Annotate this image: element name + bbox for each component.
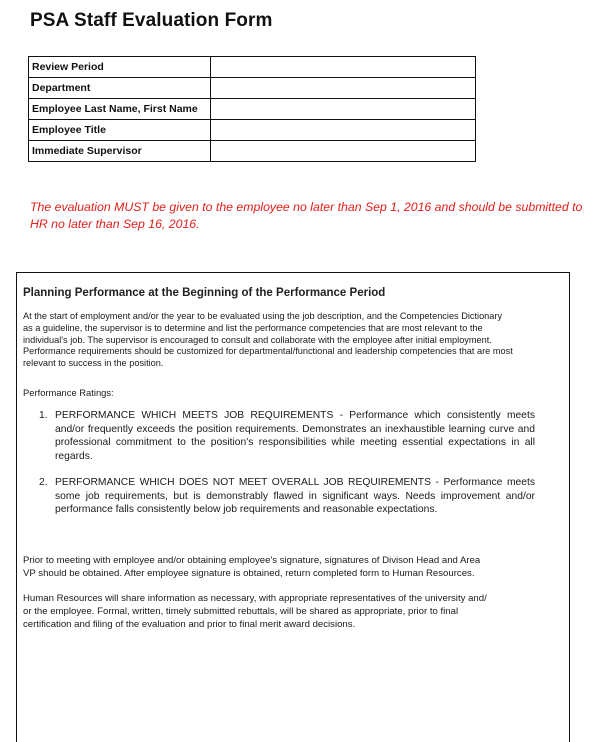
review-period-label: Review Period (29, 57, 211, 78)
rating-title: PERFORMANCE WHICH DOES NOT MEET OVERALL JOB REQUIREMENTS (55, 477, 431, 488)
hr-sharing-note (23, 592, 563, 631)
table-row (29, 141, 476, 162)
rating-text (55, 476, 535, 517)
employee-info-table (28, 56, 476, 162)
page-title: PSA Staff Evaluation Form (30, 10, 273, 31)
closing-line: VP should be obtained. After employee signature is obtained, return completed form to Human Resources. (23, 568, 475, 579)
closing-line: or the employee. Formal, written, timely submitted rebuttals, will be shared as appropriate, prior to final (23, 606, 459, 617)
table-row (29, 120, 476, 141)
planning-section (16, 272, 570, 742)
closing-line: Human Resources will share information as necessary, with appropriate representatives of the university and/ (23, 593, 487, 604)
employee-name-field[interactable] (211, 99, 476, 120)
rating-number: 2. (39, 477, 48, 488)
employee-title-label: Employee Title (29, 120, 211, 141)
department-label: Department (29, 78, 211, 99)
signature-instructions (23, 554, 563, 580)
rating-description: - Performance meets some job requirements, but is demonstrably flawed in significant ways. Needs improvement and/or performance falls consistently below job requirements and reasonable expectations. (55, 477, 535, 515)
rating-text (55, 409, 535, 463)
immediate-supervisor-field[interactable] (211, 141, 476, 162)
ratings-list (39, 409, 535, 517)
closing-line: certification and filing of the evaluation and prior to final merit award decisions. (23, 619, 356, 630)
rating-number: 1. (39, 410, 48, 421)
planning-intro (23, 311, 568, 370)
employee-title-field[interactable] (211, 120, 476, 141)
ratings-heading: Performance Ratings: (23, 387, 114, 398)
immediate-supervisor-label: Immediate Supervisor (29, 141, 211, 162)
planning-heading: Planning Performance at the Beginning of the Performance Period (23, 287, 386, 299)
intro-line: individual's job. The supervisor is encouraged to consult and collaborate with the employee after initial employment. (23, 334, 492, 345)
intro-line: as a guideline, the supervisor is to determine and list the performance competencies that are most relevant to the (23, 322, 483, 333)
intro-line: relevant to success in the position. (23, 358, 164, 369)
closing-line: Prior to meeting with employee and/or obtaining employee's signature, signatures of Divison Head and Area (23, 555, 481, 566)
intro-line: Performance requirements should be customized for departmental/functional and leadership competencies that are most (23, 346, 513, 357)
deadline-notice: The evaluation MUST be given to the employee no later than Sep 1, 2016 and should be submitted to HR no later than Sep 16, 2016. (30, 200, 583, 231)
list-item (39, 409, 535, 463)
employee-name-label: Employee Last Name, First Name (29, 99, 211, 120)
department-field[interactable] (211, 78, 476, 99)
table-row (29, 57, 476, 78)
review-period-field[interactable] (211, 57, 476, 78)
table-row (29, 99, 476, 120)
list-item (39, 476, 535, 517)
rating-description: - Performance which consistently meets and/or frequently exceeds the position requirements. Demonstrates an inexhaustible learning curve and professional commitment to the position's responsibilities while meeting essential expectations in all regards. (55, 410, 536, 462)
intro-line: At the start of employment and/or the year to be evaluated using the job description, and the Competencies Dictionary (23, 311, 503, 321)
rating-title: PERFORMANCE WHICH MEETS JOB REQUIREMENTS (55, 410, 334, 421)
table-row (29, 78, 476, 99)
